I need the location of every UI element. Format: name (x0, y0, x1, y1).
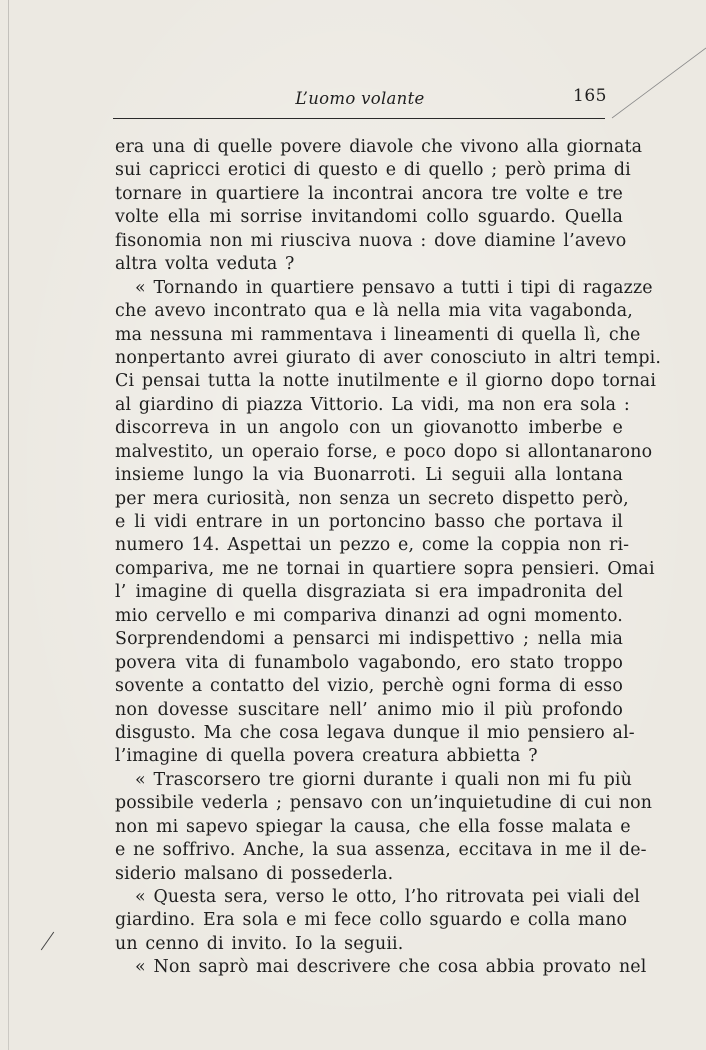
text-line: « Non saprò mai descrivere che cosa abbia provato nel (135, 957, 647, 978)
text-line: « Trascorsero tre giorni durante i quali non mi fu più (135, 769, 632, 790)
text-line: « Questa sera, verso le otto, l’ho ritrovata pei viali del (135, 887, 641, 907)
text-line: Sorprendendomi a pensarci mi indispettivo ; nella mia (115, 629, 623, 650)
text-line: compariva, me ne tornai in quartiere sopra pensieri. Omai (115, 558, 655, 579)
text-line: ma nessuna mi rammentava i lineamenti di quella lì, che (115, 324, 641, 345)
page-header (113, 86, 607, 112)
text-line: sui capricci erotici di questo e di quello ; però prima di (115, 160, 631, 181)
text-line: Ci pensai tutta la notte inutilmente e il giorno dopo tornai (115, 371, 657, 392)
text-line: l’imagine di quella povera creatura abbietta ? (115, 746, 538, 767)
scan-crease-line (0, 0, 706, 140)
text-line: al giardino di piazza Vittorio. La vidi, ma non era sola : (115, 394, 630, 415)
text-line: che avevo incontrato qua e là nella mia vita vagabonda, (115, 301, 633, 322)
text-line: povera vita di funambolo vagabondo, ero stato troppo (115, 652, 623, 673)
text-line: l’ imagine di quella disgraziata si era impadronita del (115, 582, 623, 603)
text-line: mio cervello e mi compariva dinanzi ad ogni momento. (115, 605, 623, 626)
text-line: possibile vederla ; pensavo con un’inquietudine di cui non (115, 793, 653, 814)
text-line: altra volta veduta ? (115, 254, 295, 275)
text-line: non mi sapevo spiegar la causa, che ella fosse malata e (115, 816, 631, 837)
text-line: fisonomia non mi riusciva nuova : dove diamine l’avevo (115, 230, 627, 251)
text-line: e ne soffrivo. Anche, la sua assenza, eccitava in me il de- (115, 840, 647, 861)
text-line: giardino. Era sola e mi fece collo sguardo e colla mano (115, 910, 628, 931)
binding-edge (8, 0, 9, 1050)
text-line: non dovesse suscitare nell’ animo mio il più profondo (115, 699, 623, 720)
body-text (115, 136, 662, 980)
text-line: « Tornando in quartiere pensavo a tutti i tipi di ragazze (135, 277, 653, 298)
text-line: insieme lungo la via Buonarroti. Li seguii alla lontana (115, 465, 623, 486)
text-line: numero 14. Aspettai un pezzo e, come la coppia non ri- (115, 535, 630, 556)
text-line: per mera curiosità, non senza un secreto dispetto però, (115, 488, 629, 509)
text-line: era una di quelle povere diavole che vivono alla giornata (115, 137, 643, 157)
header-rule (113, 118, 605, 119)
text-line: siderio malsano di possederla. (115, 863, 394, 884)
text-line: tornare in quartiere la incontrai ancora tre volte e tre (115, 183, 623, 204)
page-number: 165 (573, 86, 607, 106)
text-line: nonpertanto avrei giurato di aver conosciuto in altri tempi. (115, 347, 662, 368)
text-line: discorreva in un angolo con un giovanotto imberbe e (115, 418, 623, 439)
text-line: volte ella mi sorrise invitandomi collo sguardo. Quella (115, 207, 623, 228)
text-line: e li vidi entrare in un portoncino basso che portava il (115, 512, 623, 532)
text-line: un cenno di invito. Io la seguii. (115, 933, 404, 954)
running-title: L’uomo volante (295, 89, 425, 108)
text-line: malvestito, un operaio forse, e poco dopo si allontanarono (115, 441, 653, 462)
margin-pencil-mark (41, 932, 54, 951)
text-line: disgusto. Ma che cosa legava dunque il mio pensiero al- (115, 722, 635, 743)
text-line: sovente a contatto del vizio, perchè ogni forma di esso (115, 676, 623, 697)
